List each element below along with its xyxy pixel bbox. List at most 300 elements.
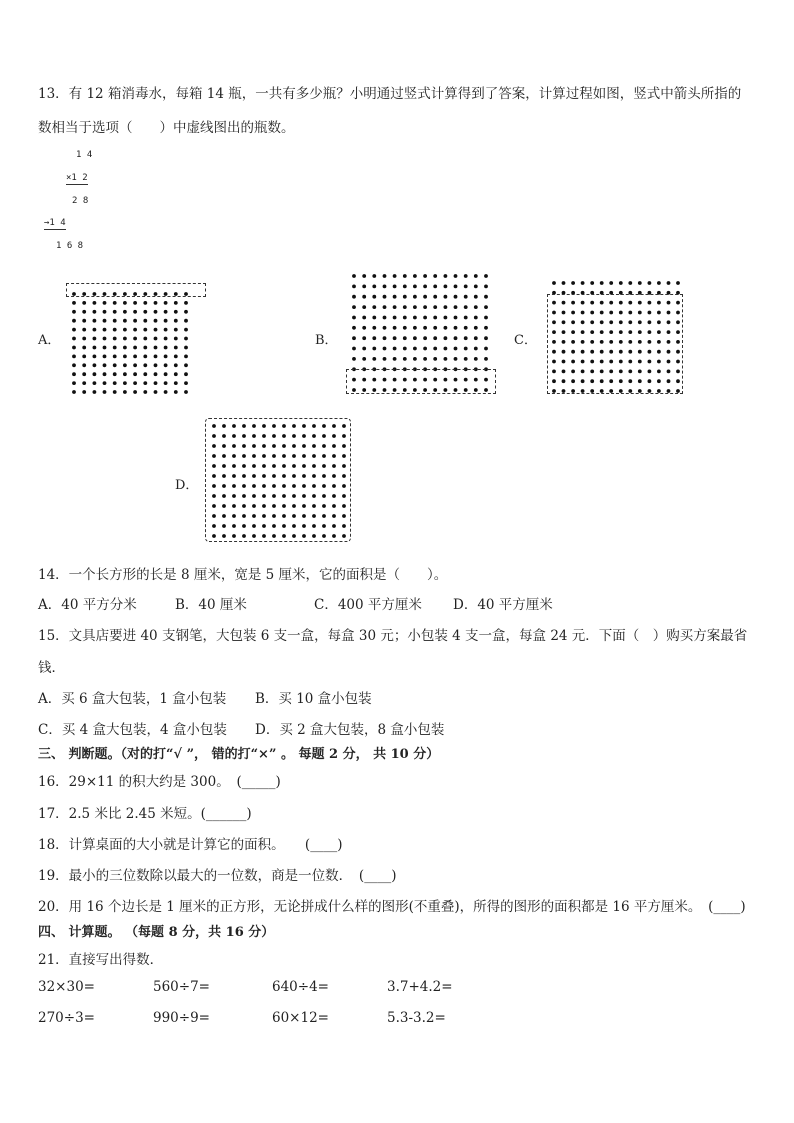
q21-r2-c3: 60×12= [272, 1010, 329, 1026]
q14-option-b: B．40 厘米 [175, 597, 247, 613]
bottle-dot [72, 328, 76, 332]
bottle-dot [383, 357, 387, 361]
bottle-dot [413, 316, 417, 320]
q14-stem: 14．一个长方形的长是 8 厘米，宽是 5 厘米，它的面积是（ ）。 [38, 567, 448, 583]
q21-r1-c2: 560÷7= [153, 979, 210, 995]
bottle-dot [454, 316, 458, 320]
bottle-dot [82, 310, 86, 314]
bottle-dot [423, 357, 427, 361]
bottle-dot [82, 319, 86, 323]
bottle-dot [454, 336, 458, 340]
bottle-dot [174, 363, 178, 367]
bottle-dot [133, 355, 137, 359]
bottle-dot [164, 346, 168, 350]
bottle-dot [93, 390, 97, 394]
bottle-dot [648, 281, 652, 285]
bottle-dot [72, 355, 76, 359]
q21-stem: 21．直接写出得数． [38, 952, 164, 968]
bottle-dot [413, 305, 417, 309]
bottle-dot [454, 305, 458, 309]
bottle-dot [454, 357, 458, 361]
bottle-dot [174, 328, 178, 332]
bottle-dot [164, 363, 168, 367]
bottle-dot [393, 357, 397, 361]
bottle-dot [403, 336, 407, 340]
bottle-dot [393, 295, 397, 299]
bottle-dot [113, 301, 117, 305]
bottle-dot [123, 390, 127, 394]
bottle-dot [413, 357, 417, 361]
bottle-dot [423, 347, 427, 351]
bottle-dot [484, 295, 488, 299]
bottle-dot [362, 336, 366, 340]
q15-line2: 钱． [38, 660, 65, 676]
bottle-dot [444, 274, 448, 278]
option-c-dashed-frame [547, 294, 683, 394]
bottle-dot [383, 274, 387, 278]
bottle-dot [164, 328, 168, 332]
bottle-dot [174, 310, 178, 314]
bottle-dot [454, 285, 458, 289]
bottle-dot [82, 363, 86, 367]
bottle-dot [362, 274, 366, 278]
bottle-dot [154, 328, 158, 332]
bottle-dot [103, 390, 107, 394]
bottle-dot [372, 326, 376, 330]
bottle-dot [628, 281, 632, 285]
bottle-dot [383, 336, 387, 340]
bottle-dot [352, 305, 356, 309]
bottle-dot [423, 316, 427, 320]
bottle-dot [164, 381, 168, 385]
bottle-dot [133, 372, 137, 376]
q21-r1-c1: 32×30= [38, 979, 95, 995]
bottle-dot [154, 319, 158, 323]
bottle-dot [103, 301, 107, 305]
bottle-dot [383, 347, 387, 351]
bottle-dot [123, 319, 127, 323]
bottle-dot [423, 295, 427, 299]
bottle-dot [93, 346, 97, 350]
bottle-dot [444, 326, 448, 330]
bottle-dot [72, 337, 76, 341]
option-b-label: B． [315, 333, 338, 348]
bottle-dot [444, 285, 448, 289]
bottle-dot [423, 285, 427, 289]
bottle-dot [113, 363, 117, 367]
bottle-dot [352, 295, 356, 299]
bottle-dot [464, 305, 468, 309]
bottle-dot [413, 326, 417, 330]
bottle-dot [123, 301, 127, 305]
q15-option-b: B．买 10 盒小包装 [255, 691, 372, 707]
option-a-dashed-frame [66, 283, 206, 297]
bottle-dot [103, 381, 107, 385]
q15-option-a: A．买 6 盒大包装，1 盒小包装 [38, 691, 227, 707]
bottle-dot [82, 355, 86, 359]
bottle-dot [484, 347, 488, 351]
q15-line1: 15．文具店要进 40 支钢笔，大包装 6 支一盒，每盒 30 元；小包装 4 支一盒，每盒 24 元．下面（ ）购买方案最省 [38, 628, 748, 644]
bottle-dot [82, 390, 86, 394]
bottle-dot [474, 336, 478, 340]
bottle-dot [174, 346, 178, 350]
bottle-dot [619, 281, 623, 285]
bottle-dot [581, 281, 585, 285]
bottle-dot [433, 316, 437, 320]
bottle-dot [474, 316, 478, 320]
bottle-dot [464, 274, 468, 278]
bottle-dot [352, 326, 356, 330]
bottle-dot [93, 381, 97, 385]
bottle-dot [113, 328, 117, 332]
bottle-dot [143, 310, 147, 314]
bottle-dot [464, 285, 468, 289]
bottle-dot [657, 281, 661, 285]
bottle-dot [609, 281, 613, 285]
bottle-dot [133, 337, 137, 341]
bottle-dot [133, 310, 137, 314]
bottle-dot [403, 326, 407, 330]
bottle-dot [103, 363, 107, 367]
bottle-dot [454, 274, 458, 278]
bottle-dot [133, 363, 137, 367]
q17: 17．2.5 米比 2.45 米短。(______) [38, 806, 252, 822]
q18: 18．计算桌面的大小就是计算它的面积。 (____) [38, 837, 343, 853]
bottle-dot [444, 357, 448, 361]
bottle-dot [143, 301, 147, 305]
bottle-dot [113, 319, 117, 323]
bottle-dot [413, 336, 417, 340]
section-3-heading: 三、 判断题。（对的打“√ ”， 错的打“×” 。 每题 2 分， 共 10 分） [38, 747, 440, 762]
bottle-dot [484, 326, 488, 330]
bottle-dot [393, 285, 397, 289]
bottle-dot [352, 336, 356, 340]
bottle-dot [444, 336, 448, 340]
q15-option-d: D．买 2 盒大包装，8 盒小包装 [255, 722, 445, 738]
bottle-dot [184, 390, 188, 394]
bottle-dot [164, 337, 168, 341]
bottle-dot [393, 316, 397, 320]
bottle-dot [362, 316, 366, 320]
bottle-dot [123, 337, 127, 341]
bottle-dot [93, 372, 97, 376]
bottle-dot [484, 316, 488, 320]
bottle-dot [393, 326, 397, 330]
bottle-dot [600, 281, 604, 285]
bottle-dot [133, 301, 137, 305]
bottle-dot [638, 281, 642, 285]
bottle-dot [174, 390, 178, 394]
bottle-dot [93, 337, 97, 341]
bottle-dot [474, 295, 478, 299]
q13-line2: 数相当于选项（ ）中虚线图出的瓶数。 [38, 120, 295, 136]
bottle-dot [113, 390, 117, 394]
bottle-dot [184, 319, 188, 323]
bottle-dot [103, 372, 107, 376]
bottle-dot [93, 363, 97, 367]
bottle-dot [433, 357, 437, 361]
bottle-dot [484, 305, 488, 309]
bottle-dot [93, 301, 97, 305]
bottle-dot [133, 328, 137, 332]
q13-line1: 13．有 12 箱消毒水，每箱 14 瓶，一共有多少瓶？小明通过竖式计算得到了答案，计算过程如图，竖式中箭头所指的 [38, 86, 742, 102]
bottle-dot [184, 301, 188, 305]
bottle-dot [174, 319, 178, 323]
bottle-dot [184, 381, 188, 385]
bottle-dot [403, 357, 407, 361]
bottle-dot [413, 347, 417, 351]
option-d-dashed-frame [205, 418, 351, 542]
bottle-dot [154, 346, 158, 350]
bottle-dot [174, 301, 178, 305]
option-b-dashed-frame [346, 369, 496, 394]
bottle-dot [423, 326, 427, 330]
bottle-dot [393, 336, 397, 340]
bottle-dot [82, 381, 86, 385]
bottle-dot [154, 363, 158, 367]
bottle-dot [154, 390, 158, 394]
q21-r2-c4: 5.3-3.2= [387, 1010, 446, 1026]
bottle-dot [143, 337, 147, 341]
q16: 16．29×11 的积大约是 300。 (_____) [38, 774, 281, 790]
bottle-dot [372, 274, 376, 278]
bottle-dot [82, 372, 86, 376]
bottle-dot [164, 319, 168, 323]
bottle-dot [133, 381, 137, 385]
bottle-dot [93, 328, 97, 332]
bottle-dot [123, 346, 127, 350]
bottle-dot [154, 355, 158, 359]
bottle-dot [103, 355, 107, 359]
bottle-dot [433, 347, 437, 351]
bottle-dot [433, 274, 437, 278]
bottle-dot [174, 355, 178, 359]
bottle-dot [113, 346, 117, 350]
bottle-dot [413, 295, 417, 299]
bottle-dot [154, 337, 158, 341]
bottle-dot [464, 347, 468, 351]
bottle-dot [184, 346, 188, 350]
bottle-dot [393, 274, 397, 278]
bottle-dot [164, 301, 168, 305]
bottle-dot [184, 328, 188, 332]
bottle-dot [72, 390, 76, 394]
bottle-dot [403, 347, 407, 351]
bottle-dot [362, 285, 366, 289]
bottle-dot [383, 305, 387, 309]
option-a-label: A． [38, 333, 61, 348]
bottle-dot [184, 363, 188, 367]
bottle-dot [362, 295, 366, 299]
bottle-dot [72, 319, 76, 323]
bottle-dot [433, 295, 437, 299]
bottle-dot [143, 328, 147, 332]
bottle-dot [464, 336, 468, 340]
bottle-dot [571, 281, 575, 285]
bottle-dot [383, 295, 387, 299]
bottle-dot [143, 319, 147, 323]
bottle-dot [372, 347, 376, 351]
bottle-dot [433, 285, 437, 289]
bottle-dot [154, 301, 158, 305]
bottle-dot [474, 305, 478, 309]
bottle-dot [113, 310, 117, 314]
bottle-dot [113, 337, 117, 341]
bottle-dot [72, 381, 76, 385]
bottle-dot [372, 295, 376, 299]
bottle-dot [164, 310, 168, 314]
bottle-dot [413, 285, 417, 289]
bottle-dot [433, 336, 437, 340]
bottle-dot [372, 305, 376, 309]
bottle-dot [403, 285, 407, 289]
bottle-dot [464, 357, 468, 361]
bottle-dot [72, 363, 76, 367]
q21-r2-c2: 990÷9= [153, 1010, 210, 1026]
bottle-dot [444, 295, 448, 299]
bottle-dot [423, 305, 427, 309]
bottle-dot [454, 347, 458, 351]
bottle-dot [383, 316, 387, 320]
bottle-dot [393, 305, 397, 309]
bottle-dot [143, 355, 147, 359]
bottle-dot [72, 310, 76, 314]
bottle-dot [123, 355, 127, 359]
bottle-dot [444, 305, 448, 309]
q15-option-c: C．买 4 盒大包装，4 盒小包装 [38, 722, 227, 738]
bottle-dot [154, 372, 158, 376]
bottle-dot [174, 337, 178, 341]
bottle-dot [164, 355, 168, 359]
bottle-dot [352, 285, 356, 289]
bottle-dot [133, 390, 137, 394]
bottle-dot [484, 274, 488, 278]
bottle-dot [103, 337, 107, 341]
bottle-dot [393, 347, 397, 351]
bottle-dot [372, 357, 376, 361]
bottle-dot [82, 346, 86, 350]
bottle-dot [103, 310, 107, 314]
bottle-dot [72, 346, 76, 350]
section-4-heading: 四、 计算题。 （每题 8 分，共 16 分） [38, 925, 275, 940]
bottle-dot [103, 328, 107, 332]
bottle-dot [372, 285, 376, 289]
bottle-dot [403, 316, 407, 320]
calc-row-4-arrow: →1 4 [44, 218, 66, 228]
q14-option-c: C．400 平方厘米 [314, 597, 422, 613]
bottle-dot [352, 357, 356, 361]
bottle-dot [143, 390, 147, 394]
bottle-dot [423, 274, 427, 278]
calc-row-3: 2 8 [72, 196, 89, 206]
bottle-dot [82, 328, 86, 332]
bottle-dot [474, 285, 478, 289]
q19: 19．最小的三位数除以最大的一位数，商是一位数． (____) [38, 868, 397, 884]
bottle-dot [72, 301, 76, 305]
bottle-dot [454, 295, 458, 299]
calc-row-5: 1 6 8 [56, 241, 84, 251]
bottle-dot [403, 305, 407, 309]
bottle-dot [174, 372, 178, 376]
bottle-dot [372, 316, 376, 320]
bottle-dot [123, 328, 127, 332]
bottle-dot [474, 326, 478, 330]
bottle-dot [82, 337, 86, 341]
bottle-dot [123, 363, 127, 367]
bottle-dot [444, 347, 448, 351]
bottle-dot [72, 372, 76, 376]
bottle-dot [154, 381, 158, 385]
q21-r2-c1: 270÷3= [38, 1010, 95, 1026]
bottle-dot [474, 274, 478, 278]
calc-row-1: 1 4 [76, 150, 93, 160]
bottle-dot [184, 355, 188, 359]
bottle-dot [464, 316, 468, 320]
bottle-dot [93, 319, 97, 323]
bottle-dot [133, 319, 137, 323]
bottle-dot [103, 319, 107, 323]
bottle-dot [352, 274, 356, 278]
bottle-dot [93, 355, 97, 359]
option-d-label: D． [175, 478, 199, 493]
bottle-dot [123, 310, 127, 314]
bottle-dot [562, 281, 566, 285]
bottle-dot [184, 337, 188, 341]
option-c-label: C． [514, 333, 537, 348]
bottle-dot [413, 274, 417, 278]
bottle-dot [93, 310, 97, 314]
bottle-dot [444, 316, 448, 320]
bottle-dot [113, 381, 117, 385]
bottle-dot [433, 326, 437, 330]
bottle-dot [464, 295, 468, 299]
bottle-dot [433, 305, 437, 309]
bottle-dot [372, 336, 376, 340]
q20: 20．用 16 个边长是 1 厘米的正方形，无论拼成什么样的图形(不重叠)，所得的图形的面积都是 16 平方厘米。 (____) [38, 899, 746, 915]
q21-r1-c3: 640÷4= [272, 979, 329, 995]
bottle-dot [362, 347, 366, 351]
bottle-dot [164, 390, 168, 394]
calc-row-2: ×1 2 [66, 173, 88, 183]
q14-option-d: D．40 平方厘米 [453, 597, 553, 613]
bottle-dot [383, 326, 387, 330]
bottle-dot [383, 285, 387, 289]
bottle-dot [164, 372, 168, 376]
bottle-dot [113, 372, 117, 376]
bottle-dot [184, 310, 188, 314]
bottle-dot [174, 381, 178, 385]
bottle-dot [362, 305, 366, 309]
bottle-dot [143, 346, 147, 350]
bottle-dot [667, 281, 671, 285]
bottle-dot [123, 381, 127, 385]
q14-option-a: A．40 平方分米 [38, 597, 137, 613]
bottle-dot [103, 346, 107, 350]
bottle-dot [154, 310, 158, 314]
bottle-dot [82, 301, 86, 305]
bottle-dot [403, 295, 407, 299]
bottle-dot [362, 357, 366, 361]
bottle-dot [484, 357, 488, 361]
bottle-dot [423, 336, 427, 340]
bottle-dot [454, 326, 458, 330]
bottle-dot [484, 336, 488, 340]
bottle-dot [143, 363, 147, 367]
bottle-dot [552, 281, 556, 285]
bottle-dot [133, 346, 137, 350]
bottle-dot [143, 372, 147, 376]
bottle-dot [590, 281, 594, 285]
